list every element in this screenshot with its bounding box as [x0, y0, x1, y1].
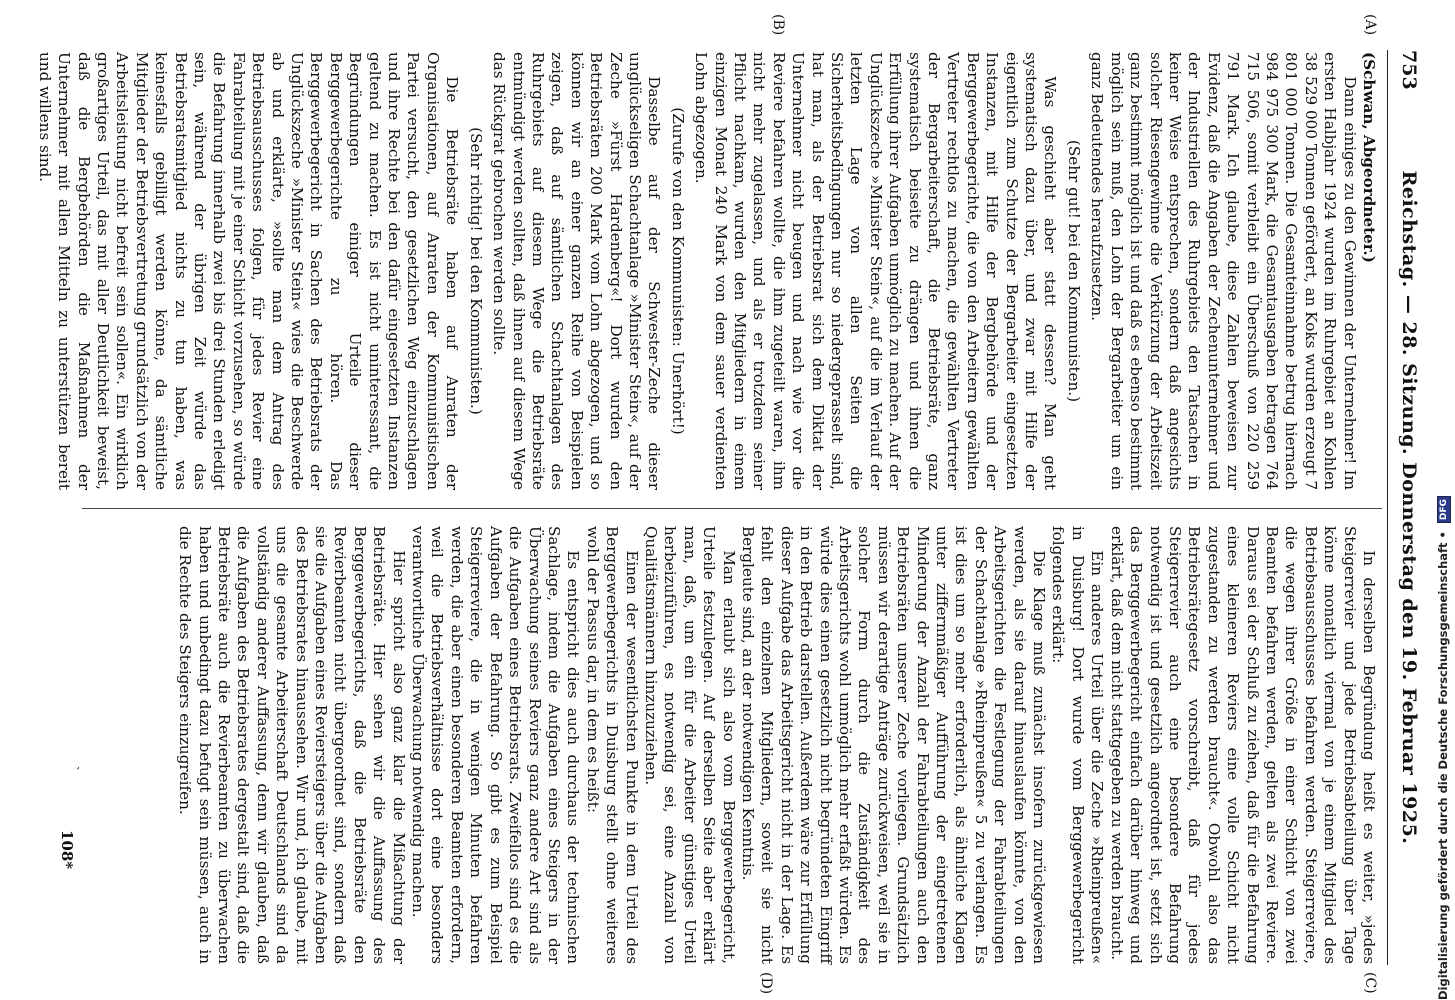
page-title: Reichstag. — 28. Sitzung. Donnerstag den 19. Februar 1925. — [1398, 170, 1420, 845]
paragraph: Ein anderes Urteil über die Zeche »Rheinpreußen« in Duisburg! Dort wurde vom Berggewerbegericht folgendes erklärt: — [1049, 526, 1107, 964]
speaker-label: (Schwan, Abgeordneter.) — [1360, 52, 1378, 263]
left-column — [34, 52, 1378, 490]
paragraph: Man erlaubt sich also vom Berggewerbegericht, Urteile festzulegen. Auf derselben Seite aber erklärt man, daß, um ein für die Arbeiter günstiges Urteil herbeizuführen, es notwendig sei, eine Anzahl von Qualitätsmännern hinzuzuziehen. — [641, 526, 738, 964]
sheet-signature: 108* — [58, 830, 76, 870]
paragraph: In derselben Begründung heißt es weiter, »jedes Steigerrevier und jede Betriebsabteilung über Tage könne monatlich viermal von je einem Mitglied des Betriebsausschusses befahren werden. Steigerreviere, die wegen ihrer Größe in einer Schicht von zwei Beamten befahren werden, gelten als zwei Reviere. Daraus sei der Schluß zu ziehen, daß für die Befahrung eines kleineren Reviers eine volle Schicht nicht zugestanden zu werden braucht«. Obwohl also das Betriebsrätegesetz vorschreibt, daß für jedes Steigerrevier auch eine besondere Befahrung notwendig ist und gesetzlich angeordnet ist, setzt sich das Berggewerbegericht einfach darüber hinweg und erklärt, daß dem nicht stattgegeben zu werden braucht. — [1107, 526, 1378, 964]
interjection: (Sehr gut! bei den Kommunisten.) — [1064, 139, 1083, 403]
column-divider — [82, 508, 1382, 509]
interjection: (Zurufe von den Kommunisten: Unerhört!) — [668, 107, 687, 435]
margin-letter-c: (C) — [1362, 972, 1378, 994]
footer-mark: ˏ — [76, 766, 92, 771]
margin-letter-a: (A) — [1362, 14, 1378, 36]
interjection: (Sehr richtig! bei den Kommunisten.) — [466, 127, 485, 415]
paragraph: Was geschieht aber statt dessen? Man geht systematisch dazu über, und zwar mit Hilfe der eigentlich zum Schutze der Bergarbeiter eingesetzten Instanzen, mit Hilfe der Bergbehörde und der Berggewerbegerichte, die von den Arbeitern gewählten Vertreter rechtlos zu machen, die gewählten Vertreter der Bergarbeiterschaft, die Betriebsräte, ganz systematisch beiseite zu drängen und ihnen die Erfüllung ihrer Aufgaben unmöglich zu machen. Auf der Unglückszeche »Minister Stein«, auf die im Verlauf der letzten Lage von allen Seiten die Sicherheitsbedingungen nur so niedergeprasselt sind, hat man, als der Betriebsrat sich dem Diktat der Unternehmer nicht beugen und nach wie vor die Reviere befahren wollte, die ihm zugeteilt waren, ihm nicht mehr zugelassen, und als er trotzdem seiner Pflicht nachkam, wurden den Mitgliedern in einem einzigen Monat 240 Mark von dem sauer verdienten Lohn abgezogen. — [692, 52, 1060, 490]
paragraph: Dann einiges zu den Gewinnen der Unternehmer! Im ersten Halbjahr 1924 wurden im Ruhrgebiet an Kohlen 38 529 000 Tonnen gefördert, an Koks wurden erzeugt 7 801 000 Tonnen. Die Gesamteinnahme betrug hiernach 984 975 300 Mark, die Gesamtausgaben betragen 764 715 506, somit verbleibt ein Überschuß von 220 259 791 Mark. Ich glaube, diese Zahlen beweisen zur Evidenz, daß die Angaben der Zechenunternehmer und der Industriellen des Ruhrgebiets den Tatsachen in keiner Weise entsprechen, sondern daß angesichts solcher Riesengewinne die Verkürzung der Arbeitszeit ganz bestimmt möglich ist und daß es ebenso bestimmt möglich sein muß, den Lohn der Bergarbeiter um ein ganz Bedeutendes heraufzusetzen. — [1088, 52, 1359, 490]
digitization-credit — [1431, 0, 1455, 1000]
right-column — [175, 526, 1378, 964]
margin-letter-b: (B) — [770, 14, 786, 36]
paragraph: Hier spricht also ganz klar die Mißachtung der Betriebsräte. Hier sehen wir die Auffassung des Berggewerbegerichts, daß die Betriebsräte den Revierbeamten nicht übergeordnet sind, sondern daß sie die Aufgaben eines Reviersteigers über die Aufgaben des Betriebsrates hinaussehen. Wir und, ich glaube, mit uns die gesamte Arbeiterschaft Deutschlands sind da vollständig anderer Auffassung, denn wir glauben, daß die Aufgaben des Betriebsrates dergestalt sind, daß die Betriebsräte auch die Revierbeamten zu überwachen haben und unbedingt dazu befugt sein müssen, auch in die Rechte des Steigers einzugreifen. — [176, 526, 408, 964]
paragraph: Einen der wesentlichsten Punkte in dem Urteil des Berggewerbegerichts in Duisburg stellt ohne weiteres wohl der Passus dar, in dem es heißt: — [583, 526, 641, 964]
quoted-paragraph: Die Klage muß zunächst insofern zurückgewiesen werden, als sie darauf hinauslaufen könnte, von den Arbeitsgerichten die Festlegung der Fahrabteilungen der Schachtanlage »Rheinpreußen« 5 zu verlangen. Es ist dies um so mehr erforderlich, als ähnliche Klagen unter ziffernmäßiger Aufführung der eingetretenen Minderung der Anzahl der Fahrabteilungen auch den Betriebsräten unserer Zeche vorliegen. Grundsätzlich müssen wir derartige Anträge zurückweisen, weil sie in solcher Form durch die Zuständigkeit des Arbeitsgerichts wohl unmöglich mehr erfaßt würden. Es würde dies einen gesetzlich nicht begründeten Eingriff in den Betrieb darstellen. Außerdem wäre zur Erfüllung dieser Aufgabe das Arbeitsgericht nicht in der Lage. Es fehlt den einzelnen Mitgliedern, soweit sie nicht Bergleute sind, an der notwendigen Kenntnis. — [739, 526, 1049, 964]
quoted-paragraph: Es entspricht dies auch durchaus der technischen Sachlage, indem die Aufgaben eines Steigers in der Überwachung seines Reviers ganz andere Art sind als die Aufgaben eines Betriebsrats. Zweifellos sind es die Aufgaben der Befahrung. So gibt es zum Beispiel Steigerreviere, die in wenigen Minuten befahren werden, die aber einen besonderen Beamten erfordern, weil die Betriebsverhältnisse dort eine besonders verantwortliche Überwachung notwendig machen. — [409, 526, 583, 964]
margin-letter-d: (D) — [758, 972, 774, 995]
page-number: 753 — [1398, 50, 1420, 90]
header-rule — [1387, 50, 1388, 965]
credit-text: Digitalisierung gefördert durch die Deutsche Forschungsgemeinschaft • — [1436, 531, 1450, 1000]
paragraph: Die Betriebsräte haben auf Anraten der Organisationen, auf Anraten der Kommunistischen Partei versucht, den gesetzlichen Weg einzuschlagen und ihre Rechte bei den dafür eingesetzten Instanzen geltend zu machen. Es ist nicht uninteressant, die Begründungen einiger Urteile dieser Berggewerbegerichte zu hören. Das Berggewerbegericht in Sachen des Betriebsrats der Unglückszeche »Minister Stein« wies die Beschwerde ab und erklärte, »sollte man dem Antrag des Betriebsausschusses folgen, für jedes Revier eine Fahrabteilung mit je einer Schicht vorzusehen, so würde die Befahrung innerhalb zwei bis drei Stunden erledigt sein, während der übrigen Zeit würde das Betriebsratsmitglied nichts zu tun haben, was keinesfalls gebilligt werden könne, da sämtliche Mitglieder der Betriebsvertretung grundsätzlich von der Arbeitsleistung nicht befreit sein sollen«. Ein wirklich großartiges Urteil, das mit aller Deutlichkeit beweist, daß die Bergbehörden die Maßnahmen der Unternehmer mit allen Mitteln zu unterstützen bereit und willens sind. — [35, 52, 462, 490]
dfg-logo: DFG — [1437, 496, 1451, 523]
paragraph: Dasselbe auf der Schwester-Zeche dieser unglückseligen Schachtanlage »Minister Stein«, auf der Zeche »Fürst Hardenberg«! Dort wurden den Betriebsräten 200 Mark vom Lohn abgezogen, und so können wir an einer ganzen Reihe von Beispielen zeigen, daß auf sämtlichen Schachtanlagen des Ruhrgebiets auf diesem Wege die Betriebsräte entmündigt werden sollten, daß ihnen auf diesem Wege das Rückgrat gebrochen werden sollte. — [490, 52, 664, 490]
digitization-credit-strip — [1403, 0, 1450, 1000]
